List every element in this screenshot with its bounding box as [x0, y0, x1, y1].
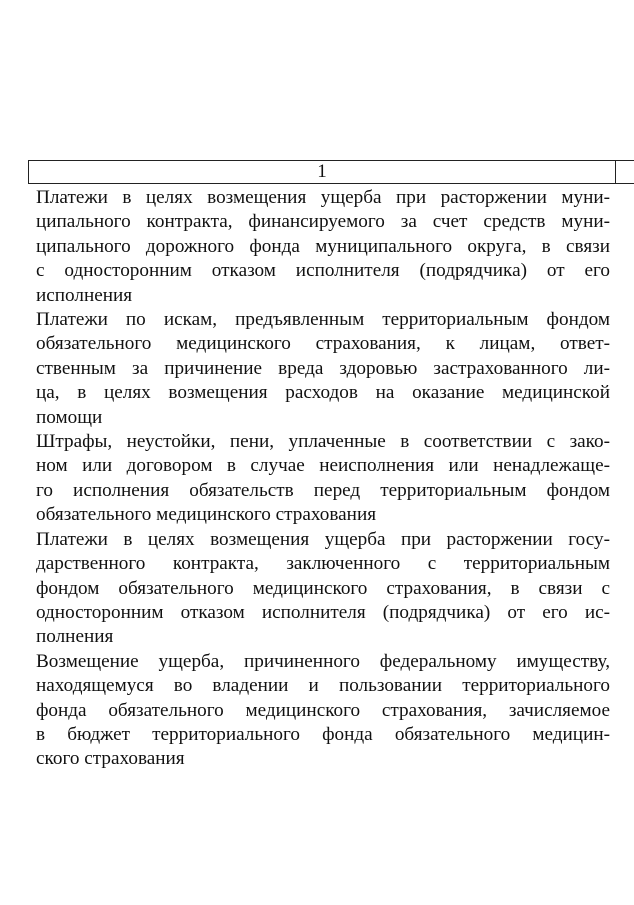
table-row-text [36, 528, 610, 650]
text-line: ственным за причинение вреда здоровью застрахованного ли- [36, 357, 610, 379]
table-row-text [36, 308, 610, 430]
text-line: Платежи в целях возмещения ущерба при расторжении муни- [36, 187, 610, 208]
text-line: фондом обязательного медицинского страхования, в связи с [36, 577, 610, 599]
text-line: исполнения [36, 284, 133, 306]
table-column-text [36, 186, 610, 772]
text-line: обязательного медицинского страхования [36, 504, 377, 526]
text-line: ца, в целях возмещения расходов на оказание медицинской [36, 382, 610, 404]
text-line: с односторонним отказом исполнителя (подрядчика) от его [36, 260, 610, 282]
text-line: дарственного контракта, заключенного с территориальным [36, 553, 610, 575]
text-line: ского страхования [36, 748, 185, 770]
table-row-text [36, 186, 610, 308]
text-line: Платежи в целях возмещения ущерба при расторжении госу- [36, 528, 610, 550]
text-line: помощи [36, 406, 103, 428]
table-row-text [36, 430, 610, 528]
text-line: Возмещение ущерба, причиненного федеральному имуществу, [36, 650, 610, 672]
text-line: ципального дорожного фонда муниципального округа, в связи [36, 235, 610, 257]
text-line: полнения [36, 626, 114, 648]
text-line: Платежи по искам, предъявленным территориальным фондом [36, 309, 610, 331]
text-line: ципального контракта, финансируемого за счет средств муни- [36, 211, 610, 233]
table-header-cell-1: 1 [28, 161, 616, 183]
text-line: односторонним отказом исполнителя (подрядчика) от его ис- [36, 601, 610, 623]
text-line: в бюджет территориального фонда обязательного медицин- [36, 723, 610, 745]
text-line: обязательного медицинского страхования, к лицам, ответ- [36, 333, 610, 355]
text-line: го исполнения обязательств перед территориальным фондом [36, 479, 610, 501]
text-line: находящемуся во владении и пользовании территориального [36, 675, 610, 697]
text-line: Штрафы, неустойки, пени, уплаченные в соответствии с зако- [36, 431, 610, 453]
text-line: ном или договором в случае неисполнения или ненадлежаще- [36, 455, 610, 477]
table-row-text [36, 650, 610, 772]
text-line: фонда обязательного медицинского страхования, зачисляемое [36, 699, 610, 721]
table-header-row [28, 160, 634, 184]
